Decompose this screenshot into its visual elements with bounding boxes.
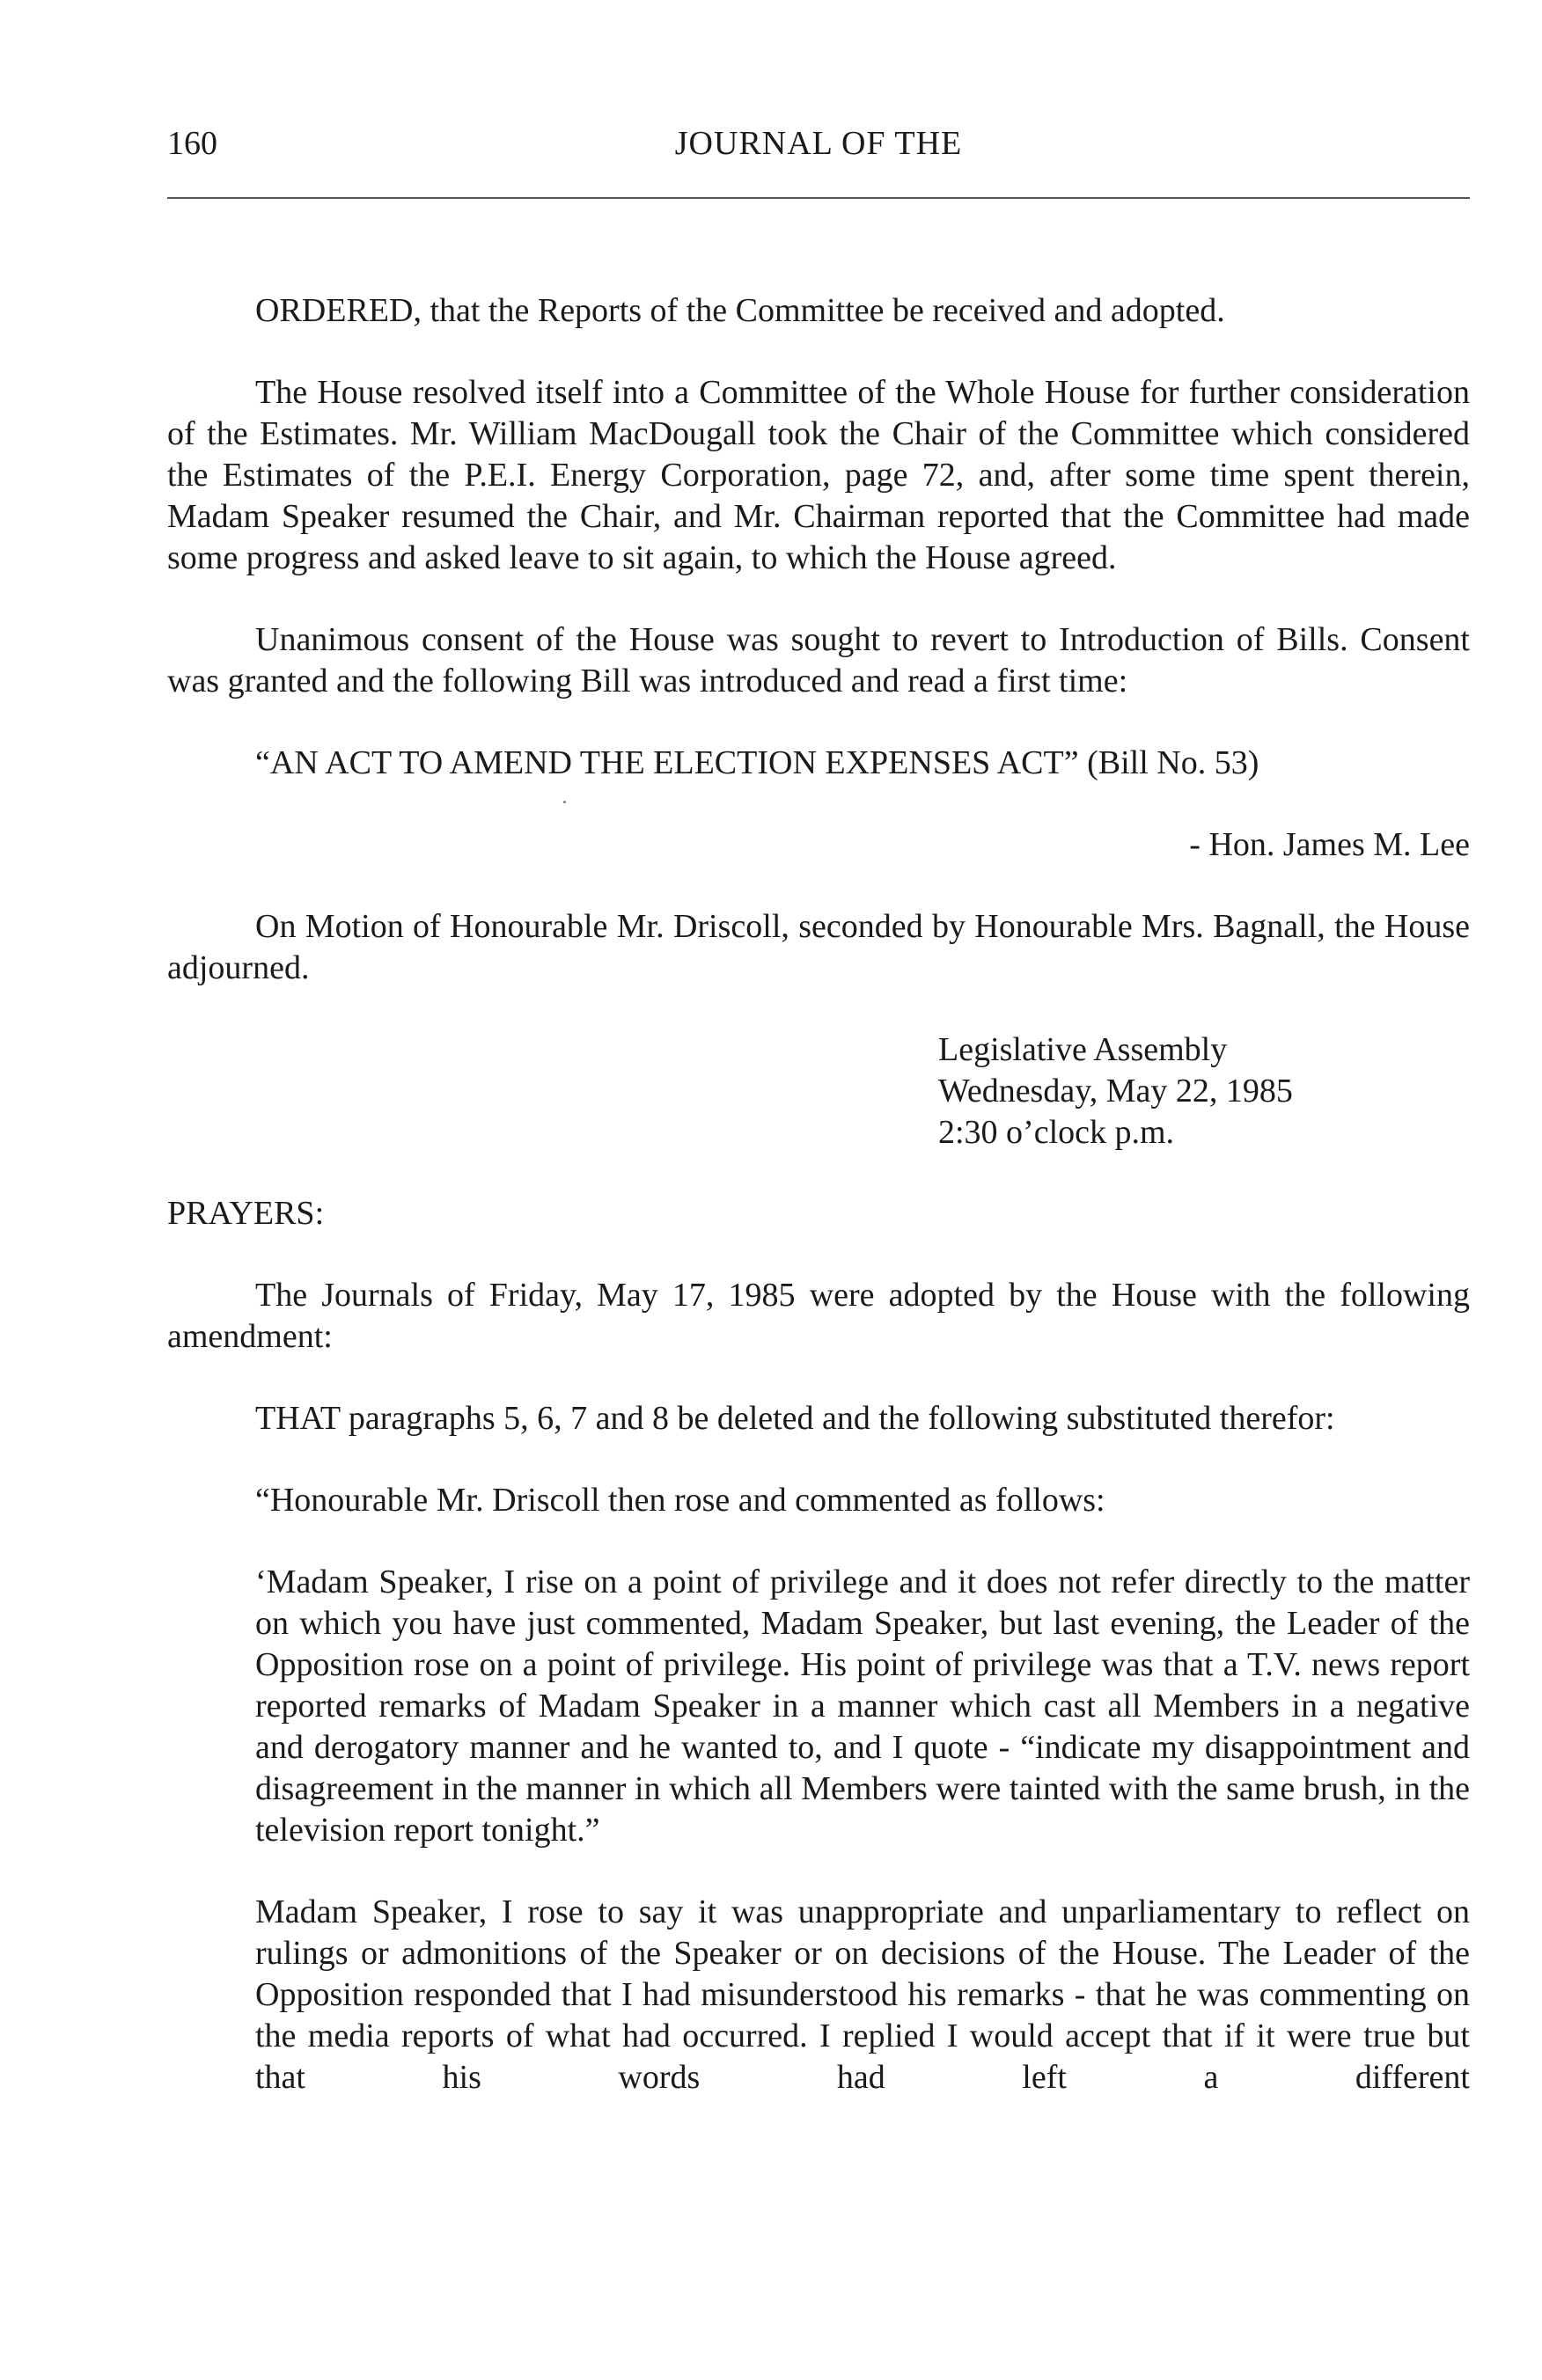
prayers-heading: PRAYERS:	[167, 1195, 325, 1232]
consent-paragraph: Unanimous consent of the House was sought to revert to Introduction of Bills. Consent was granted and the following Bill was introduced and read a first time:	[167, 621, 1470, 699]
quote-paragraph-2: Madam Speaker, I rose to say it was unappropriate and unparliamentary to reflect on rulings or admonitions of the Speaker or on decisions of the House. The Leader of the Opposition responded that I had misunderstood his remarks - that he was commenting on the media reports of what had occurred. I replied I would accept that if it were true but that his words had left a different	[255, 1893, 1470, 2096]
amendment-paragraph: THAT paragraphs 5, 6, 7 and 8 be deleted and the following substituted therefor:	[255, 1400, 1335, 1437]
journal-page	[167, 123, 1470, 2098]
journal-title: JOURNAL OF THE	[674, 125, 963, 162]
scan-speck	[563, 801, 566, 803]
sitting-date: Wednesday, May 22, 1985	[938, 1073, 1293, 1109]
page-number: 160	[167, 125, 217, 162]
bill-sponsor: - Hon. James M. Lee	[1189, 826, 1470, 863]
quote-paragraph-1: ‘Madam Speaker, I rise on a point of privilege and it does not refer directly to the matter on which you have just commented, Madam Speaker, but last evening, the Leader of the Opposition rose on a point of privilege. His point of privilege was that a T.V. news report reported remarks of Madam Speaker in a manner which cast all Members in a negative and derogatory manner and he wanted to, and I quote - “indicate my disappointment and disagreement in the manner in which all Members were tainted with the same brush, in the television report tonight.”	[255, 1563, 1470, 1849]
header-rule	[167, 197, 1470, 199]
adjournment-paragraph: On Motion of Honourable Mr. Driscoll, seconded by Honourable Mrs. Bagnall, the House adjourned.	[167, 908, 1470, 986]
sitting-assembly: Legislative Assembly	[938, 1031, 1228, 1068]
sitting-time: 2:30 o’clock p.m.	[938, 1114, 1175, 1151]
journals-adopted-paragraph: The Journals of Friday, May 17, 1985 were adopted by the House with the following amendment:	[167, 1277, 1470, 1355]
bill-title: “AN ACT TO AMEND THE ELECTION EXPENSES ACT” (Bill No. 53)	[255, 744, 1259, 781]
sitting-block	[938, 1029, 1470, 1153]
ordered-paragraph: ORDERED, that the Reports of the Committee be received and adopted.	[255, 292, 1225, 329]
committee-paragraph: The House resolved itself into a Committee of the Whole House for further consideration of the Estimates. Mr. William MacDougall took the Chair of the Committee which considered the Estimates of the P.E.I. Energy Corporation, page 72, and, after some time spent therein, Madam Speaker resumed the Chair, and Mr. Chairman reported that the Committee had made some progress and asked leave to sit again, to which the House agreed.	[167, 374, 1470, 576]
running-header	[167, 123, 1470, 176]
quote-intro: “Honourable Mr. Driscoll then rose and commented as follows:	[255, 1482, 1105, 1519]
